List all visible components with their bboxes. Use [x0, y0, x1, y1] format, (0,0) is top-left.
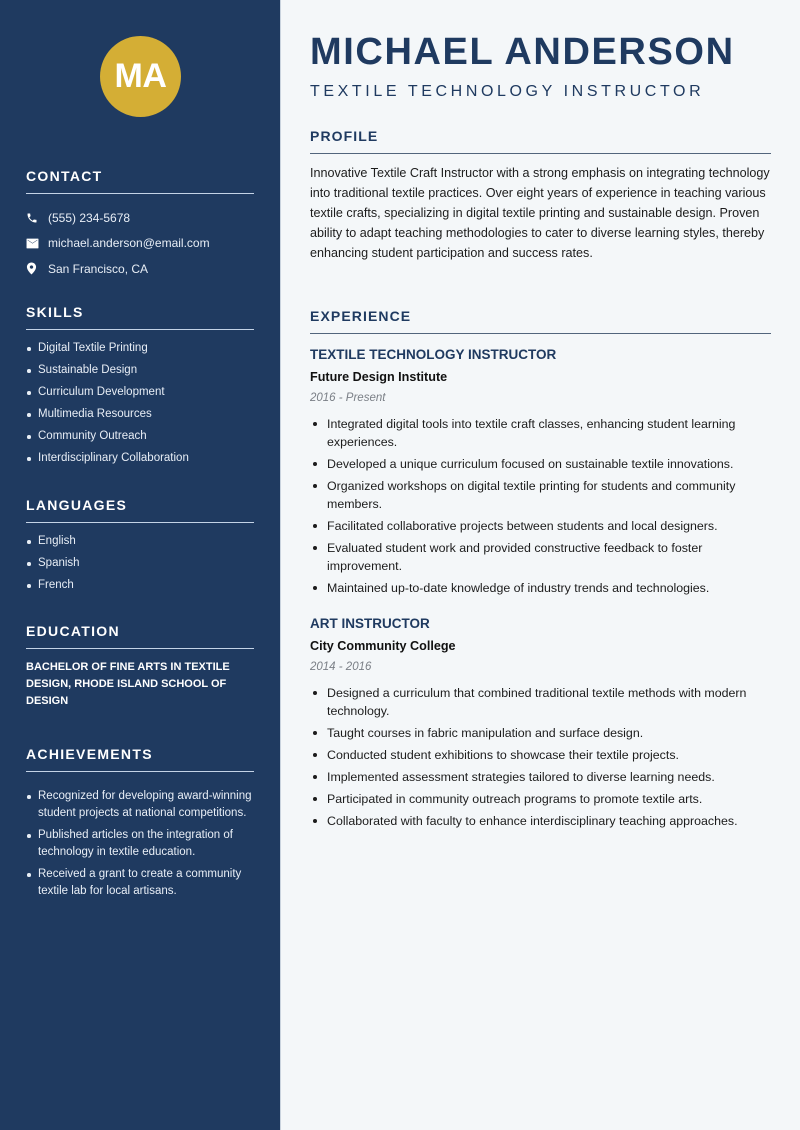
skills-section: [26, 304, 254, 472]
list-item: Spanish: [26, 555, 254, 572]
contact-phone: [26, 205, 254, 231]
experience-heading: EXPERIENCE: [310, 308, 771, 334]
contact-section: [26, 168, 254, 282]
contact-location: [26, 256, 254, 282]
list-item: Taught courses in fabric manipulation and surface design.: [310, 724, 771, 742]
list-item: Interdisciplinary Collaboration: [26, 450, 254, 467]
education-degree: BACHELOR OF FINE ARTS IN TEXTILE DESIGN, RHODE ISLAND SCHOOL OF DESIGN: [26, 661, 230, 707]
list-item: Participated in community outreach programs to promote textile arts.: [310, 790, 771, 808]
list-item: Organized workshops on digital textile printing for students and community members.: [310, 477, 771, 513]
list-item: Maintained up-to-date knowledge of industry trends and technologies.: [310, 579, 771, 597]
profile-heading: PROFILE: [310, 128, 771, 154]
job-dates: 2014 - 2016: [310, 661, 372, 673]
job-company: Future Design Institute: [310, 370, 448, 384]
list-item: Recognized for developing award-winning student projects at national competitions.: [26, 788, 254, 822]
list-item: Implemented assessment strategies tailored to diverse learning needs.: [310, 768, 771, 786]
languages-section: [26, 497, 254, 599]
list-item: Facilitated collaborative projects between students and local designers.: [310, 517, 771, 535]
experience-entry: [310, 345, 771, 601]
email-text: michael.anderson@email.com: [48, 236, 210, 251]
list-item: Developed a unique curriculum focused on sustainable textile innovations.: [310, 455, 771, 473]
list-item: Sustainable Design: [26, 362, 254, 379]
list-item: French: [26, 577, 254, 594]
skills-heading: SKILLS: [26, 304, 254, 330]
location-pin-icon: [26, 262, 48, 275]
contact-heading: CONTACT: [26, 168, 254, 194]
list-item: English: [26, 533, 254, 550]
job-bullets: [310, 684, 771, 830]
achievements-heading: ACHIEVEMENTS: [26, 746, 254, 772]
list-item: Published articles on the integration of technology in textile education.: [26, 827, 254, 861]
skills-list: [26, 340, 254, 467]
list-item: Community Outreach: [26, 428, 254, 445]
profile-summary: Innovative Textile Craft Instructor with a strong emphasis on integrating technology into traditional textile practices. Over eight years of experience in teaching various textile crafts, specializing in digital textile printing and sustainable design. Proven ability to adapt teaching methodologies to cater to diverse learning styles, thereby enhancing student participation and success rates.: [310, 166, 770, 260]
job-bullets: [310, 415, 771, 597]
achievements-section: [26, 746, 254, 905]
candidate-title: TEXTILE TECHNOLOGY INSTRUCTOR: [310, 83, 705, 100]
list-item: Evaluated student work and provided constructive feedback to foster improvement.: [310, 539, 771, 575]
list-item: Curriculum Development: [26, 384, 254, 401]
job-company: City Community College: [310, 639, 456, 653]
location-text: San Francisco, CA: [48, 261, 149, 276]
avatar-initials: MA: [114, 57, 167, 95]
sidebar: [0, 0, 280, 1130]
list-item: Conducted student exhibitions to showcase their textile projects.: [310, 746, 771, 764]
achievements-list: [26, 788, 254, 900]
contact-email: [26, 231, 254, 257]
candidate-name: MICHAEL ANDERSON: [310, 31, 735, 73]
experience-entry: [310, 614, 771, 834]
education-heading: EDUCATION: [26, 623, 254, 649]
list-item: Integrated digital tools into textile craft classes, enhancing student learning experiences.: [310, 415, 771, 451]
list-item: Multimedia Resources: [26, 406, 254, 423]
job-title: ART INSTRUCTOR: [310, 616, 430, 631]
list-item: Received a grant to create a community textile lab for local artisans.: [26, 866, 254, 900]
phone-text: (555) 234-5678: [48, 210, 131, 225]
contact-list: [26, 205, 254, 282]
job-dates: 2016 - Present: [310, 392, 386, 404]
languages-heading: LANGUAGES: [26, 497, 254, 523]
list-item: Designed a curriculum that combined traditional textile methods with modern technology.: [310, 684, 771, 720]
education-section: [26, 623, 254, 710]
email-icon: [26, 238, 48, 249]
list-item: Collaborated with faculty to enhance interdisciplinary teaching approaches.: [310, 812, 771, 830]
phone-icon: [26, 212, 48, 224]
avatar: [100, 36, 181, 117]
job-title: TEXTILE TECHNOLOGY INSTRUCTOR: [310, 347, 557, 362]
languages-list: [26, 533, 254, 594]
list-item: Digital Textile Printing: [26, 340, 254, 357]
column-divider: [280, 0, 281, 1130]
